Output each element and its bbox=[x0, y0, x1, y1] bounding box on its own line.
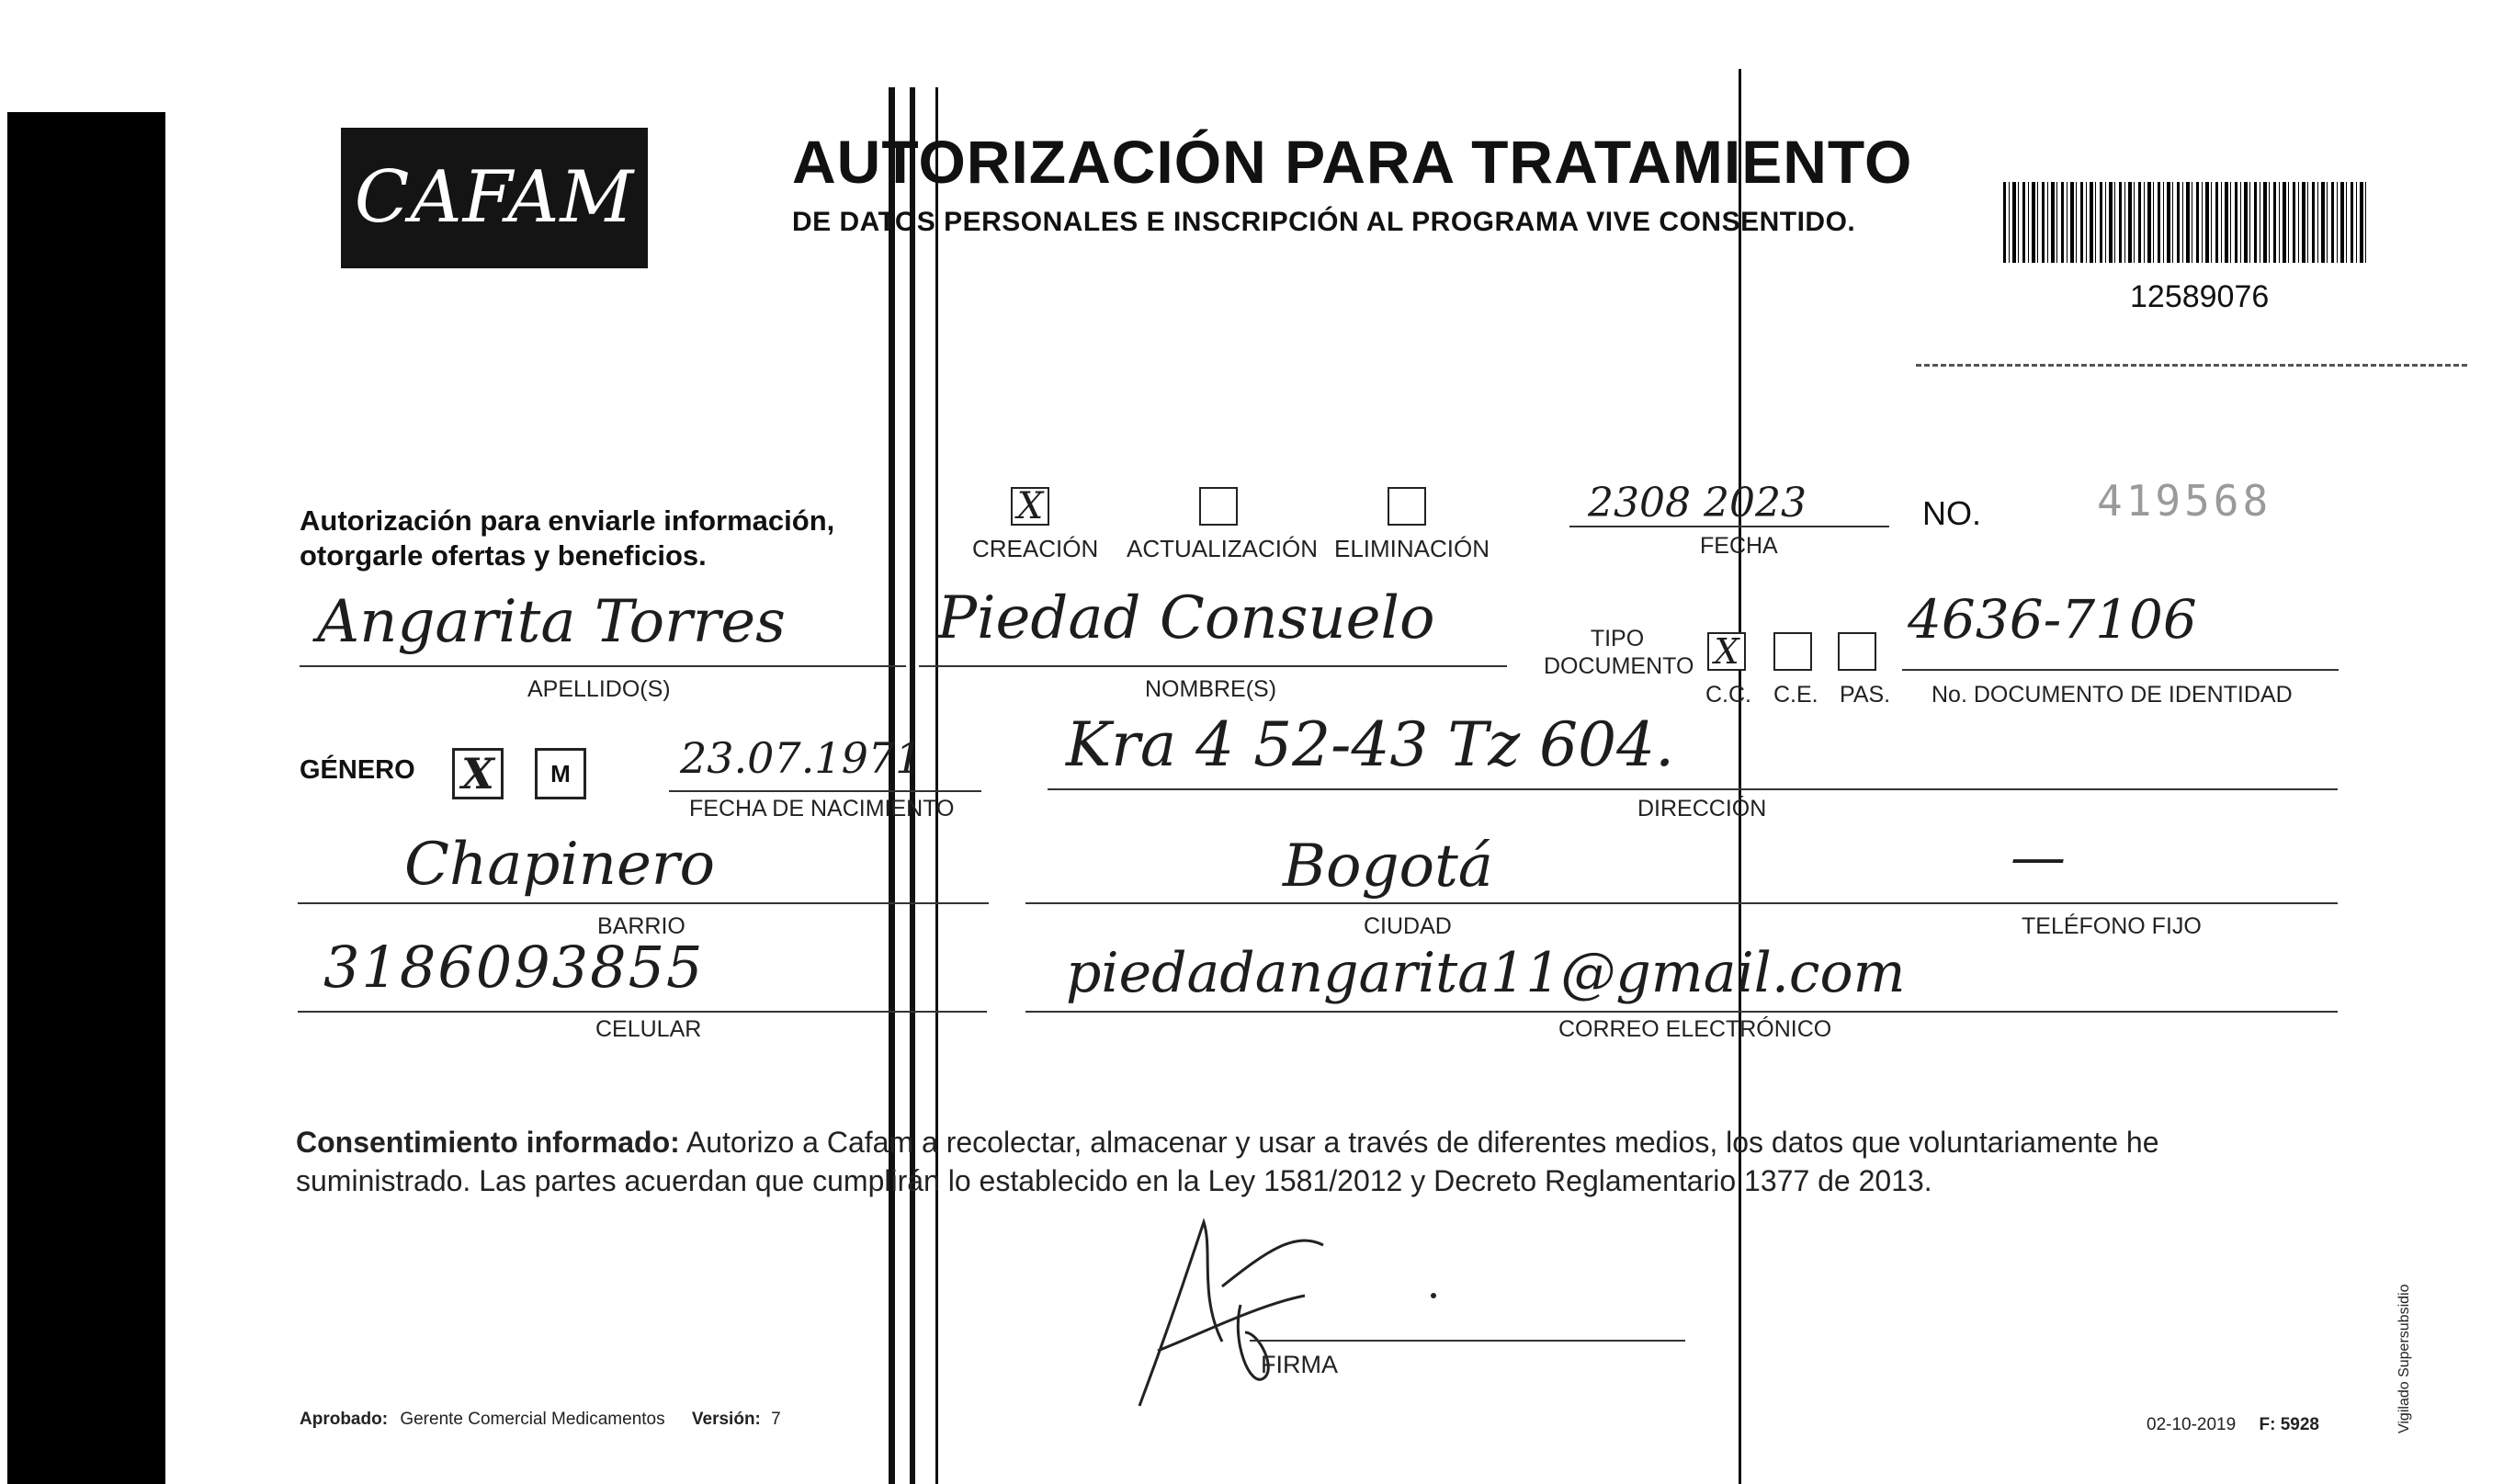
aprobado-value: Gerente Comercial Medicamentos bbox=[400, 1410, 665, 1429]
celular-value: 3186093855 bbox=[323, 934, 705, 1001]
genero-f-mark: X bbox=[461, 749, 494, 799]
address-line bbox=[1048, 788, 2338, 790]
no-value: 419568 bbox=[2097, 476, 2272, 526]
scan-vertical-line-3 bbox=[935, 87, 938, 1484]
ce-label: C.E. bbox=[1773, 682, 1818, 708]
doc-number-value: 4636-7106 bbox=[1908, 588, 2197, 651]
f-code: F: 5928 bbox=[2259, 1415, 2319, 1434]
celular-line bbox=[298, 1011, 987, 1013]
nombres-line bbox=[919, 665, 1507, 667]
ciudad-value: Bogotá bbox=[1283, 833, 1493, 901]
barcode bbox=[2003, 182, 2369, 263]
pas-label: PAS. bbox=[1840, 682, 1891, 708]
fecha-value: 2308 2023 bbox=[1588, 480, 1807, 527]
eliminacion-label: ELIMINACIÓN bbox=[1334, 535, 1490, 562]
cafam-logo: CAFAM bbox=[341, 128, 648, 268]
dashed-divider bbox=[1916, 364, 2467, 367]
creacion-check-mark: X bbox=[1016, 485, 1044, 527]
barrio-value: Chapinero bbox=[404, 831, 715, 899]
barrio-line bbox=[298, 902, 989, 904]
genero-f-checkbox[interactable] bbox=[452, 748, 504, 799]
pas-checkbox[interactable] bbox=[1838, 632, 1876, 671]
tipo-documento-label: TIPO DOCUMENTO bbox=[1544, 626, 1694, 679]
consent-paragraph bbox=[296, 1123, 2317, 1200]
signature-label: FIRMA bbox=[1261, 1351, 1338, 1378]
telefono-label: TELÉFONO FIJO bbox=[2022, 913, 2202, 939]
footer-codes bbox=[2147, 1415, 2319, 1435]
form-subtitle: DE DATOS PERSONALES E INSCRIPCIÓN AL PROGRAMA VIVE CONSENTIDO. bbox=[792, 207, 1856, 237]
fecha-label: FECHA bbox=[1700, 533, 1778, 559]
celular-label: CELULAR bbox=[595, 1016, 702, 1042]
creacion-label: CREACIÓN bbox=[972, 535, 1099, 562]
no-label: NO. bbox=[1922, 494, 1982, 532]
actualizacion-label: ACTUALIZACIÓN bbox=[1127, 535, 1319, 562]
version-label: Versión: bbox=[691, 1410, 761, 1429]
apellidos-value: Angarita Torres bbox=[317, 588, 786, 656]
scan-vertical-line-1 bbox=[889, 87, 895, 1484]
correo-value: piedadangarita11@gmail.com bbox=[1066, 941, 1906, 1005]
nombres-value: Piedad Consuelo bbox=[937, 584, 1435, 652]
apellidos-label: APELLIDO(S) bbox=[527, 676, 671, 702]
creacion-checkbox[interactable] bbox=[1011, 487, 1049, 526]
scan-black-border bbox=[7, 112, 165, 1484]
aprobado-label: Aprobado: bbox=[300, 1410, 389, 1429]
cc-check-mark: X bbox=[1714, 631, 1739, 672]
form-title: AUTORIZACIÓN PARA TRATAMIENTO bbox=[792, 128, 1913, 196]
birth-date-label: FECHA DE NACIMIENTO bbox=[689, 796, 955, 821]
barcode-number: 12589076 bbox=[2130, 279, 2270, 314]
correo-line bbox=[1025, 1011, 2338, 1013]
footer-approval bbox=[300, 1410, 781, 1430]
consent-body: Autorizo a Cafam a recolectar, almacenar y usar a través de diferentes medios, los datos que voluntariamente he suministrado. Las partes acuerdan que cumplirán lo establecido en la Ley 1581/2012 y Decreto Reglamentario 1377 de 2013. bbox=[296, 1126, 2159, 1197]
authorization-text: Autorización para enviarle información, otorgarle ofertas y beneficios. bbox=[300, 504, 835, 572]
supersubsidio-vertical-text: Vigilado Supersubsidio bbox=[2396, 1284, 2412, 1433]
address-value: Kra 4 52-43 Tz 604. bbox=[1066, 709, 1675, 780]
signature-line bbox=[1250, 1340, 1685, 1342]
consent-lead: Consentimiento informado: bbox=[296, 1126, 680, 1159]
fecha-line bbox=[1569, 526, 1889, 527]
doc-number-line bbox=[1902, 669, 2339, 671]
signature-drawing bbox=[1103, 1195, 1489, 1415]
correo-label: CORREO ELECTRÓNICO bbox=[1558, 1016, 1832, 1042]
birth-date-value: 23.07.1971 bbox=[680, 733, 923, 783]
telefono-value: — bbox=[2011, 825, 2066, 889]
version-value: 7 bbox=[771, 1410, 781, 1429]
scan-vertical-line-2 bbox=[910, 87, 915, 1484]
genero-m-checkbox[interactable] bbox=[535, 748, 586, 799]
cc-checkbox[interactable] bbox=[1707, 632, 1746, 671]
cc-label: C.C. bbox=[1705, 682, 1751, 708]
ciudad-line bbox=[1025, 902, 1871, 904]
barrio-label: BARRIO bbox=[597, 913, 685, 939]
actualizacion-checkbox[interactable] bbox=[1199, 487, 1238, 526]
genero-m-label: M bbox=[550, 760, 571, 787]
scan-vertical-line-4 bbox=[1739, 69, 1741, 1484]
ciudad-label: CIUDAD bbox=[1364, 913, 1452, 939]
ce-checkbox[interactable] bbox=[1773, 632, 1812, 671]
nombres-label: NOMBRE(S) bbox=[1145, 676, 1277, 702]
genero-label: GÉNERO bbox=[300, 755, 415, 785]
eliminacion-checkbox[interactable] bbox=[1388, 487, 1426, 526]
date-code: 02-10-2019 bbox=[2147, 1415, 2237, 1434]
telefono-line bbox=[1871, 902, 2338, 904]
doc-number-label: No. DOCUMENTO DE IDENTIDAD bbox=[1932, 682, 2293, 708]
birth-date-line bbox=[669, 790, 981, 792]
address-label: DIRECCIÓN bbox=[1637, 796, 1767, 821]
apellidos-line bbox=[300, 665, 906, 667]
